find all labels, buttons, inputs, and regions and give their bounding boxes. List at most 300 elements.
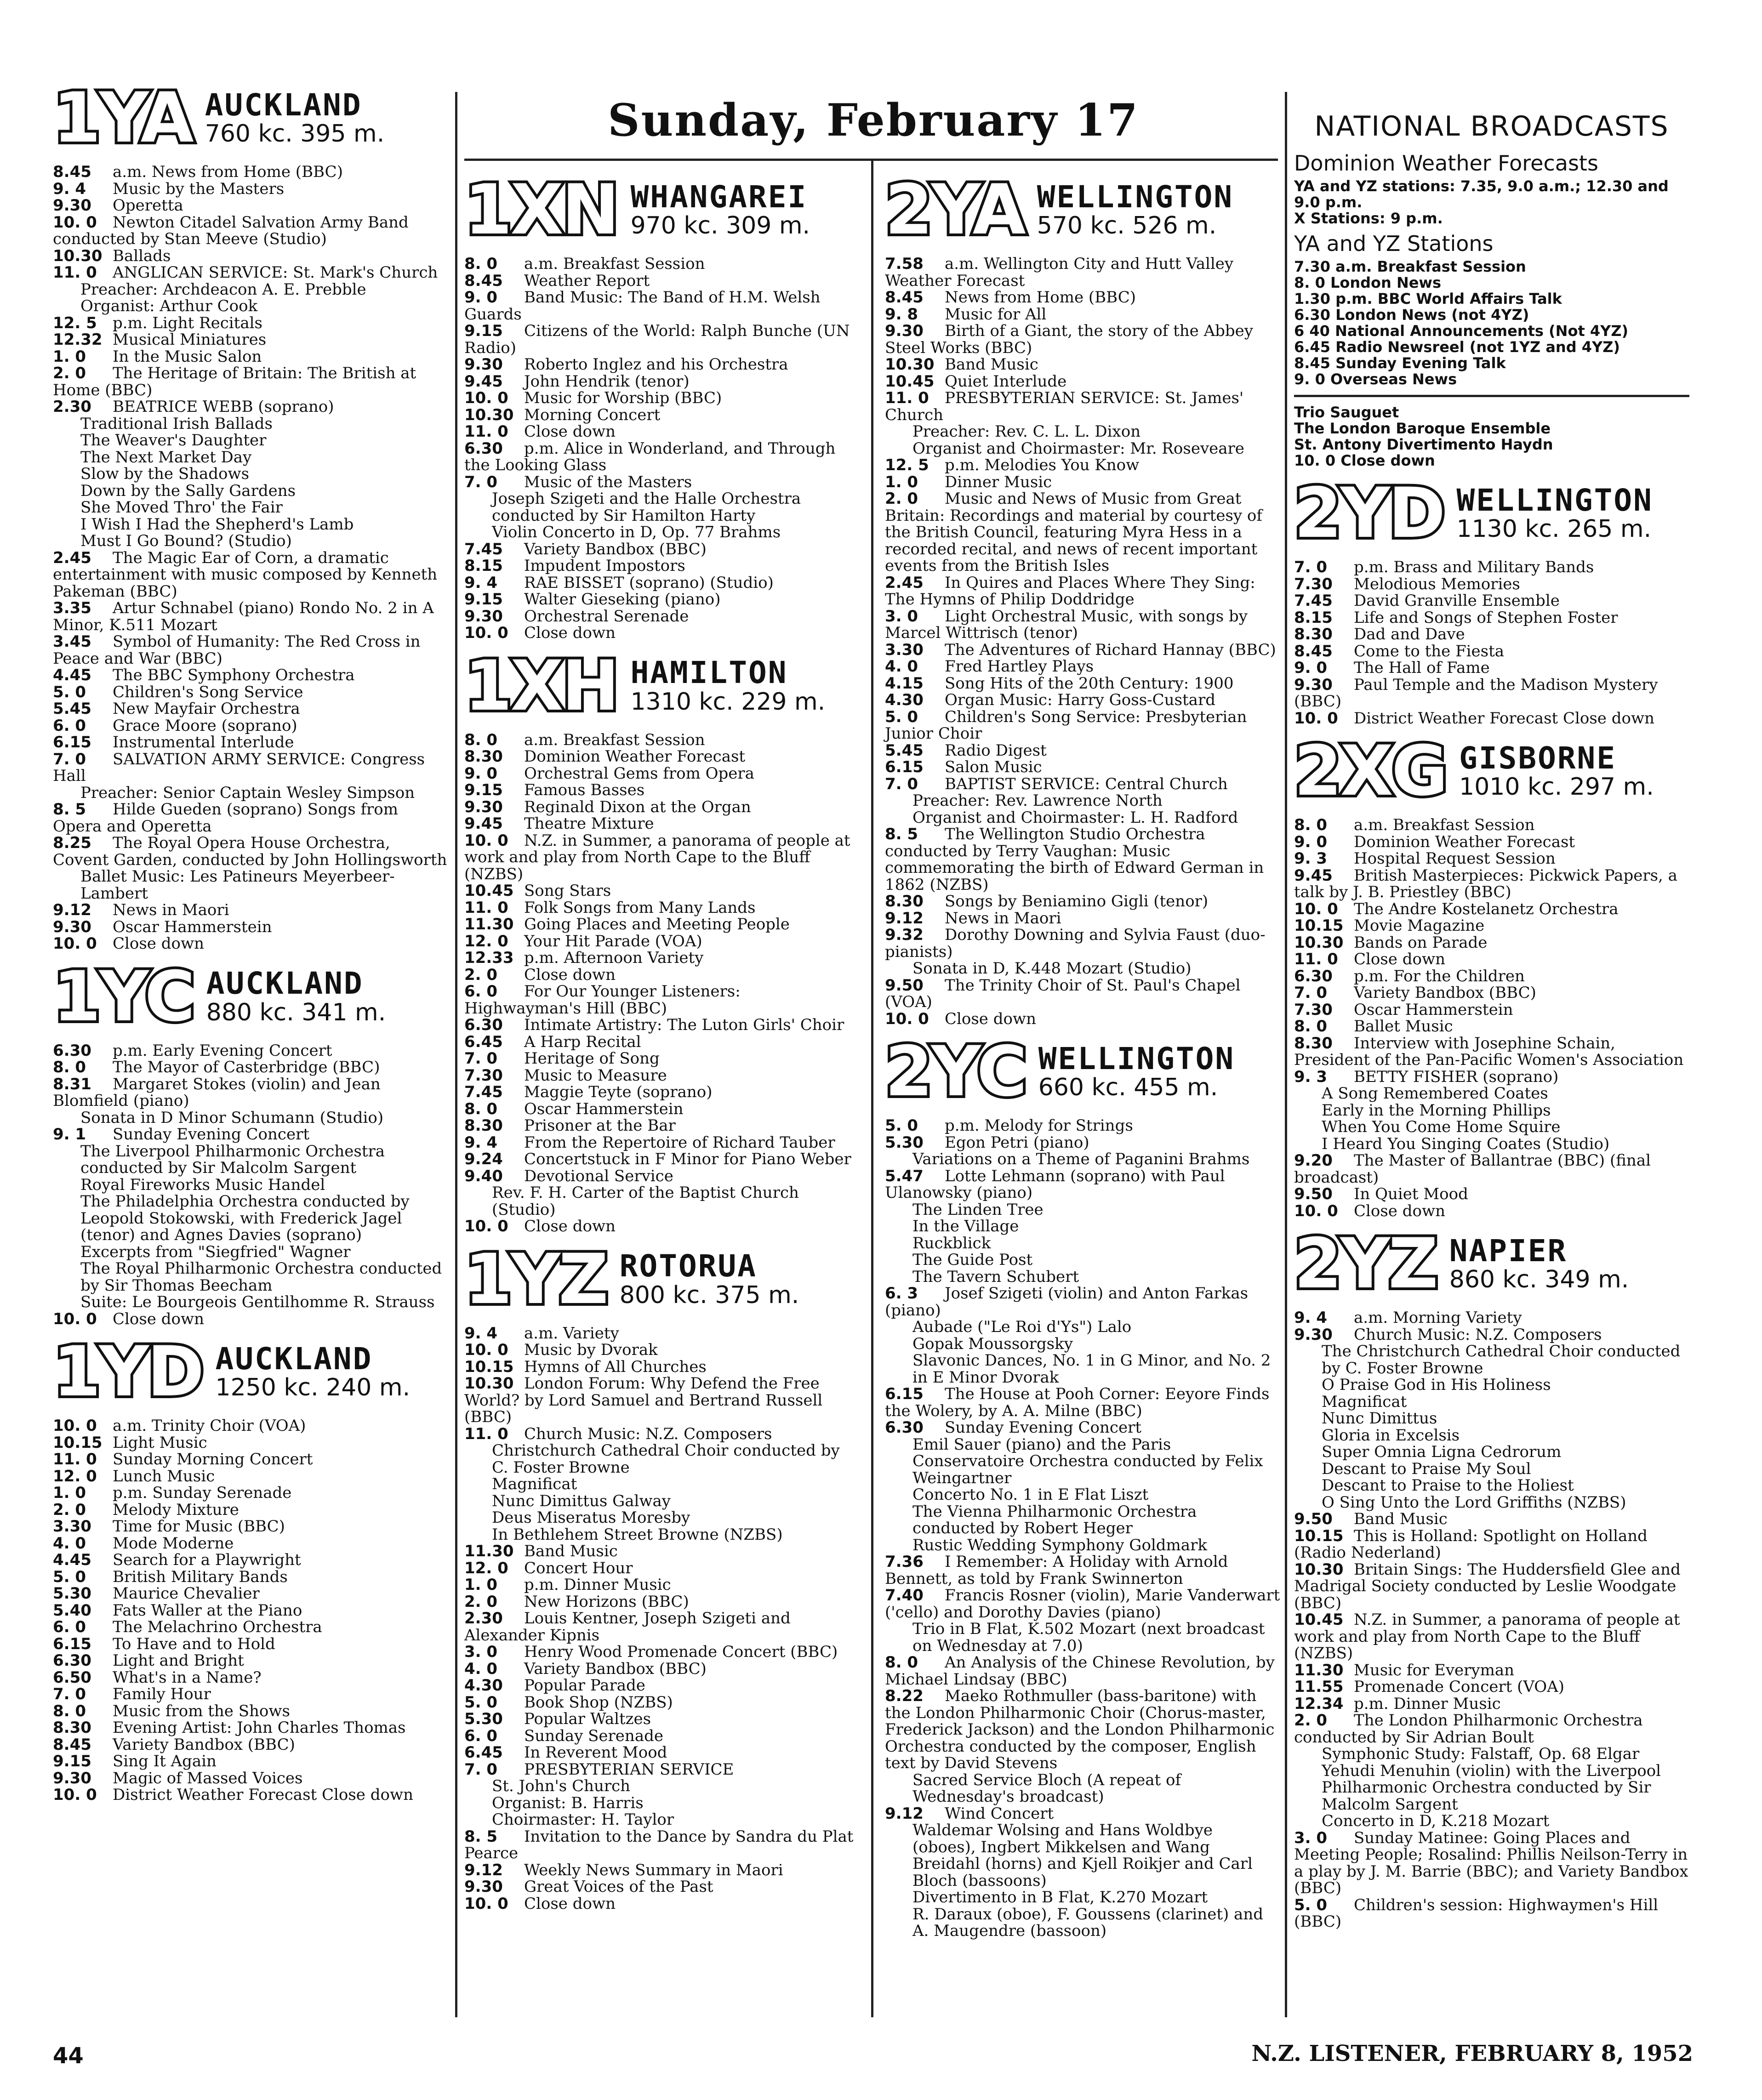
entry-time: 9.30 [53, 1769, 91, 1787]
schedule-entry [464, 1677, 860, 1694]
station-frequency: 1250 kc. 240 m. [215, 1374, 411, 1402]
entry-text: Gopak Moussorgsky [912, 1334, 1073, 1353]
station-logo: 1YA [53, 78, 192, 158]
station-header [53, 1332, 448, 1412]
entry-time: 9. 0 [1294, 832, 1328, 851]
schedule-entry [464, 882, 860, 899]
schedule-entry [885, 977, 1280, 1011]
station-2yd [1294, 473, 1689, 728]
entry-text: a.m. Wellington City and Hutt Valley Weather Forecast [885, 255, 1234, 290]
station-header [464, 170, 860, 250]
entry-time: 8.30 [1294, 1034, 1333, 1053]
national-line: Trio Sauguet [1294, 404, 1399, 421]
entry-time: 2. 0 [1294, 1711, 1328, 1730]
schedule-entry [464, 1778, 860, 1795]
entry-time: 1. 0 [464, 1576, 498, 1594]
schedule-entry [1294, 1394, 1689, 1411]
schedule-entry [53, 902, 448, 919]
entry-text: The Liverpool Philharmonic Orchestra conducted by Sir Malcolm Sargent [80, 1142, 385, 1177]
entry-text: Going Places and Meeting People [524, 915, 790, 933]
entry-text: Close down [113, 934, 204, 953]
schedule-entry [1294, 834, 1689, 851]
schedule-entry [53, 1502, 448, 1519]
entry-time: 9.30 [1294, 1325, 1333, 1344]
schedule-entry [885, 1168, 1280, 1201]
schedule-entry [464, 1218, 860, 1235]
national-line: 7.30 a.m. Breakfast Session [1294, 258, 1526, 275]
entry-text: Promenade Concert (VOA) [1354, 1678, 1565, 1696]
national-broadcasts [1294, 110, 1689, 469]
schedule-entry [464, 440, 860, 474]
schedule-entry [53, 432, 448, 449]
entry-time: 7.45 [464, 1083, 503, 1101]
entry-text: a.m. Breakfast Session [524, 255, 705, 273]
station-2xg [1294, 731, 1689, 1220]
station-2yc [885, 1032, 1280, 1940]
entry-time: 9.30 [464, 797, 503, 816]
station-1xh [464, 646, 860, 1235]
schedule-entry [1294, 1152, 1689, 1186]
entry-text: Variety Bandbox (BBC) [1354, 984, 1536, 1002]
entry-time: 8.30 [464, 1116, 503, 1135]
entry-time: 10. 0 [464, 1894, 508, 1913]
entry-text: RAE BISSET (soprano) (Studio) [524, 573, 774, 592]
entry-time: 9.30 [464, 1878, 503, 1896]
schedule-entry [885, 759, 1280, 776]
station-logo: 2YZ [1294, 1224, 1437, 1304]
entry-text: Weather Report [524, 271, 650, 290]
schedule-entry [464, 1828, 860, 1862]
entry-text: Close down [113, 1309, 204, 1328]
entry-text: Close down [524, 624, 616, 642]
entry-time: 8.30 [1294, 625, 1333, 643]
schedule-entry [53, 533, 448, 550]
entry-time: 9. 3 [1294, 1067, 1328, 1086]
station-name: WHANGAREI [630, 179, 808, 215]
schedule-entry [885, 390, 1280, 423]
entry-text: Light and Bright [113, 1651, 244, 1670]
entry-time: 6.15 [53, 733, 91, 751]
entry-text: Ballet Music: Les Patineurs Meyerbeer-Lambert [80, 867, 395, 903]
entry-text: Suite: Le Bourgeois Gentilhomme R. Strauss [80, 1293, 435, 1311]
station-name: NAPIER [1449, 1233, 1568, 1269]
schedule-entry [885, 1554, 1280, 1587]
national-line: X Stations: 9 p.m. [1294, 210, 1443, 227]
entry-text: Egon Petri (piano) [945, 1133, 1089, 1152]
entry-time: 3. 0 [885, 607, 918, 626]
entry-time: 7. 0 [1294, 984, 1328, 1002]
schedule-entry [1294, 1461, 1689, 1478]
entry-time: 9.50 [1294, 1185, 1333, 1203]
schedule-entry [464, 1067, 860, 1084]
entry-text: BETTY FISHER (soprano) [1354, 1067, 1559, 1086]
entry-text: Music to Measure [524, 1066, 667, 1085]
entry-text: p.m. Early Evening Concert [113, 1041, 332, 1060]
entry-text: The Philadelphia Orchestra conducted by Leopold Stokowski, with Frederick Jagel (tenor) and Agnes Davies (soprano) [80, 1192, 410, 1244]
entry-time: 5.47 [885, 1167, 924, 1185]
schedule-entry [53, 1417, 448, 1434]
entry-text: John Hendrik (tenor) [524, 372, 690, 391]
entry-time: 10. 0 [464, 831, 508, 850]
entry-text: Children's Song Service [113, 683, 303, 701]
schedule-entry [53, 415, 448, 433]
entry-text: Rustic Wedding Symphony Goldmark [912, 1536, 1207, 1554]
schedule-entry [885, 306, 1280, 323]
station-frequency: 570 kc. 526 m. [1037, 212, 1217, 240]
entry-text: a.m. Breakfast Session [524, 730, 705, 749]
schedule-entry [885, 1822, 1280, 1889]
schedule-entry [464, 1134, 860, 1151]
entry-time: 3.45 [53, 632, 91, 651]
schedule-entry [464, 524, 860, 541]
entry-time: 3. 0 [1294, 1828, 1328, 1847]
schedule-entry [464, 1509, 860, 1526]
station-frequency: 1130 kc. 265 m. [1456, 515, 1652, 543]
entry-text: Melody Mixture [113, 1500, 239, 1519]
schedule-entry [53, 633, 448, 667]
column-1 [53, 74, 448, 1804]
schedule-entry [464, 1795, 860, 1812]
entry-time: 8.45 [53, 163, 91, 181]
entry-time: 9. 8 [885, 305, 918, 324]
schedule-entry [53, 1770, 448, 1787]
entry-time: 8.31 [53, 1075, 91, 1093]
entry-time: 4.45 [53, 666, 91, 684]
entry-time: 2.30 [53, 398, 91, 416]
national-line: 1.30 p.m. BBC World Affairs Talk [1294, 290, 1562, 307]
schedule-entry [1294, 660, 1689, 677]
entry-text: PRESBYTERIAN SERVICE [524, 1760, 734, 1779]
entry-text: In the Village [912, 1217, 1019, 1235]
schedule-entry [53, 449, 448, 466]
entry-time: 10. 0 [885, 1009, 929, 1028]
entry-time: 9. 4 [464, 1324, 498, 1343]
station-header [885, 170, 1280, 250]
schedule-entry [464, 558, 860, 575]
entry-time: 9.12 [885, 1804, 924, 1823]
entry-text: Magic of Massed Voices [113, 1769, 303, 1787]
schedule-entry [464, 1610, 860, 1644]
schedule-entry [53, 1193, 448, 1244]
entry-time: 10.30 [1294, 1560, 1344, 1579]
entry-text: Close down [524, 1894, 616, 1913]
entry-text: Trio in B Flat, K.502 Mozart (next broadcast on Wednesday at 7.0) [912, 1620, 1265, 1655]
entry-text: Artur Schnabel (piano) Rondo No. 2 in A Minor, K.511 Mozart [53, 599, 434, 634]
entry-text: Dinner Music [945, 472, 1052, 491]
station-header [464, 646, 860, 726]
entry-time: 9. 1 [53, 1125, 86, 1144]
entry-time: 11.30 [464, 915, 514, 933]
entry-text: The Wellington Studio Orchestra conducted by Terry Vaughan: Music commemorating the birth of Edward German in 1862 (NZBS) [885, 825, 1264, 894]
entry-text: Theatre Mixture [524, 814, 654, 833]
schedule-entry [464, 1342, 860, 1359]
entry-time: 4. 0 [464, 1659, 498, 1678]
entry-text: Time for Music (BBC) [113, 1517, 285, 1536]
schedule-entry [1294, 1186, 1689, 1203]
schedule-entry [464, 1151, 860, 1168]
entry-time: 9.15 [464, 590, 503, 609]
entry-text: British Military Bands [113, 1567, 288, 1586]
schedule-entry [885, 256, 1280, 289]
schedule-entry [464, 256, 860, 273]
entry-time: 8.25 [53, 834, 91, 852]
entry-text: Operetta [113, 196, 183, 215]
schedule-entry [53, 1619, 448, 1636]
schedule-entry [464, 1744, 860, 1761]
schedule-entry [885, 323, 1280, 356]
entry-text: News in Maori [113, 901, 229, 919]
entry-time: 11. 0 [1294, 950, 1338, 968]
station-header [464, 1239, 860, 1320]
entry-text: Hospital Request Session [1354, 849, 1556, 868]
entry-text: The Magic Ear of Corn, a dramatic entertainment with music composed by Kenneth Pakeman (BBC) [53, 548, 438, 601]
station-logo: 1YZ [464, 1239, 607, 1320]
entry-text: Descant to Praise My Soul [1322, 1459, 1531, 1478]
schedule-entry [53, 1110, 448, 1127]
station-name: WELLINGTON [1038, 1041, 1235, 1076]
entry-text: a.m. Variety [524, 1324, 619, 1343]
entry-text: Music for All [945, 305, 1047, 324]
entry-text: Book Shop (NZBS) [524, 1693, 673, 1712]
entry-time: 2. 0 [464, 965, 498, 984]
entry-time: 8.15 [464, 557, 503, 575]
column-divider [1285, 92, 1287, 2017]
entry-text: Sunday Serenade [524, 1726, 663, 1745]
schedule-entry [885, 1772, 1280, 1805]
entry-text: Henry Wood Promenade Concert (BBC) [524, 1643, 838, 1661]
station-1yz [464, 1239, 860, 1913]
schedule-entry [53, 1535, 448, 1552]
entry-text: Concerto in D, K.218 Mozart [1322, 1812, 1550, 1830]
entry-time: 10. 0 [464, 389, 508, 407]
entry-time: 7.45 [1294, 592, 1333, 610]
entry-time: 3.30 [53, 1517, 91, 1536]
entry-text: Slavonic Dances, No. 1 in G Minor, and No. 2 in E Minor Dvorak [912, 1351, 1271, 1387]
entry-text: The Guide Post [912, 1251, 1033, 1269]
entry-text: p.m. Sunday Serenade [113, 1484, 292, 1502]
station-2ya [885, 170, 1280, 1028]
schedule-entry [464, 1661, 860, 1678]
entry-text: Christchurch Cathedral Choir conducted by C. Foster Browne [492, 1441, 840, 1477]
entry-text: p.m. Dinner Music [1354, 1694, 1501, 1713]
entry-text: Variety Bandbox (BBC) [524, 540, 707, 558]
entry-time: 8.30 [464, 747, 503, 766]
entry-text: To Have and to Hold [113, 1634, 275, 1653]
entry-time: 9.30 [1294, 675, 1333, 694]
entry-text: Search for a Playwright [113, 1551, 301, 1569]
entry-time: 10.30 [885, 355, 935, 374]
schedule-entry [53, 1585, 448, 1602]
schedule-entry [53, 751, 448, 785]
schedule-entry [885, 692, 1280, 709]
entry-text: Hilde Gueden (soprano) Songs from Opera and Operetta [53, 800, 398, 836]
station-1yc [53, 956, 448, 1328]
entry-text: Light Orchestral Music, with songs by Marcel Wittrisch (tenor) [885, 607, 1248, 642]
schedule-entry [464, 933, 860, 950]
entry-text: Wind Concert [945, 1804, 1054, 1823]
entry-text: Newton Citadel Salvation Army Band conducted by Stan Meeve (Studio) [53, 213, 409, 248]
schedule-entry [885, 1151, 1280, 1168]
entry-text: Organ Music: Harry Goss-Custard [945, 691, 1215, 709]
entry-time: 9. 3 [1294, 849, 1328, 868]
entry-text: Concertstuck in F Minor for Piano Weber [524, 1150, 851, 1168]
entry-text: A Harp Recital [524, 1032, 641, 1051]
schedule-entry [464, 815, 860, 832]
station-1ya [53, 78, 448, 953]
entry-time: 10.45 [464, 882, 514, 900]
entry-text: Lunch Music [113, 1467, 215, 1485]
schedule-entry [464, 1711, 860, 1728]
entry-text: The Hall of Fame [1354, 659, 1490, 677]
schedule-entry [464, 1426, 860, 1443]
schedule-entry [53, 1434, 448, 1451]
station-logo: 2YA [885, 170, 1024, 250]
entry-time: 4.30 [464, 1676, 503, 1695]
entry-text: I Wish I Had the Shepherd's Lamb [80, 515, 354, 534]
entry-text: Sing It Again [113, 1752, 217, 1770]
schedule-entry [885, 1889, 1280, 1906]
schedule-entry [53, 1703, 448, 1720]
entry-text: BAPTIST SERVICE: Central Church [945, 774, 1228, 793]
entry-text: Band Music [1354, 1510, 1448, 1528]
schedule-entry [53, 1736, 448, 1753]
schedule-entry [53, 1260, 448, 1294]
schedule-entry [53, 281, 448, 298]
schedule-entry [464, 765, 860, 782]
entry-text: Close down [524, 965, 616, 984]
schedule-entry [885, 642, 1280, 659]
entry-text: p.m. Melody for Strings [945, 1116, 1133, 1135]
station-logo: 2XG [1294, 731, 1447, 811]
entry-time: 10.45 [1294, 1611, 1344, 1629]
entry-text: The Royal Opera House Orchestra, Covent Garden, conducted by John Hollingsworth [53, 834, 447, 869]
station-frequency: 800 kc. 375 m. [619, 1281, 799, 1309]
schedule-entry [885, 1621, 1280, 1654]
schedule-entry [53, 214, 448, 248]
entry-text: Deus Miseratus Moresby [492, 1508, 690, 1527]
entry-text: ANGLICAN SERVICE: St. Mark's Church [113, 263, 438, 282]
station-name: HAMILTON [630, 655, 788, 691]
entry-text: Orchestral Serenade [524, 607, 689, 626]
entry-text: Band Music: The Band of H.M. Welsh Guards [464, 288, 821, 324]
station-logo: 1XN [464, 170, 618, 250]
schedule-entry [53, 248, 448, 265]
entry-time: 12. 5 [885, 456, 929, 474]
entry-text: Popular Waltzes [524, 1710, 651, 1728]
schedule-entry [464, 782, 860, 799]
schedule-entry [464, 1593, 860, 1611]
entry-time: 6.30 [53, 1651, 91, 1670]
schedule-entry [885, 658, 1280, 675]
entry-time: 10.15 [464, 1357, 514, 1376]
entry-time: 3.30 [885, 640, 924, 659]
schedule-entry [1294, 985, 1689, 1002]
entry-text: The Royal Philharmonic Orchestra conducted by Sir Thomas Beecham [80, 1259, 442, 1295]
entry-time: 10. 0 [53, 213, 97, 232]
entry-time: 6.15 [885, 1385, 924, 1403]
schedule-entry [885, 1235, 1280, 1252]
entry-time: 4.45 [53, 1551, 91, 1569]
schedule-entry [885, 893, 1280, 910]
entry-text: p.m. Light Recitals [113, 313, 262, 332]
entry-time: 7.58 [885, 255, 924, 273]
entry-text: Roberto Inglez and his Orchestra [524, 355, 788, 374]
schedule-entry [1294, 1494, 1689, 1511]
entry-text: New Horizons (BBC) [524, 1592, 689, 1611]
entry-text: Sonata in D Minor Schumann (Studio) [80, 1108, 384, 1127]
entry-text: In Bethlehem Street Browne (NZBS) [492, 1525, 783, 1544]
entry-text: Yehudi Menuhin (violin) with the Liverpool Philharmonic Orchestra conducted by Sir Malcolm Sargent [1322, 1761, 1661, 1814]
schedule-entry [53, 717, 448, 734]
schedule-entry [1294, 626, 1689, 643]
entry-text: Music from the Shows [113, 1702, 290, 1720]
entry-time: 7. 0 [464, 1049, 498, 1068]
entry-time: 9.32 [885, 926, 924, 944]
entry-time: 7. 0 [464, 472, 498, 491]
national-line: The London Baroque Ensemble [1294, 420, 1551, 437]
entry-text: Reginald Dixon at the Organ [524, 797, 751, 816]
schedule-entry [464, 1493, 860, 1510]
schedule-entry [1294, 968, 1689, 985]
entry-text: Concert Hour [524, 1559, 633, 1577]
entry-time: 9.30 [464, 607, 503, 626]
station-name: AUCKLAND [206, 966, 364, 1002]
entry-time: 11. 0 [53, 263, 97, 282]
entry-text: Waldemar Wolsing and Hans Woldbye (oboes), Ingbert Mikkelsen and Wang Breidahl (horns) and Kjell Roikjer and Carl Bloch (bassoons) [912, 1821, 1253, 1890]
entry-text: Dad and Dave [1354, 625, 1465, 643]
page-title: Sunday, February 17 [608, 94, 1139, 146]
entry-text: Symbol of Humanity: The Red Cross in Peace and War (BBC) [53, 632, 421, 668]
schedule-entry [464, 1168, 860, 1185]
entry-time: 11. 0 [464, 1424, 508, 1443]
schedule-entry [464, 1526, 860, 1543]
entry-time: 8.30 [53, 1719, 91, 1737]
schedule-entry [1294, 951, 1689, 968]
entry-time: 11.55 [1294, 1678, 1344, 1696]
entry-text: Descant to Praise to the Holiest [1322, 1476, 1574, 1495]
entry-time: 9.12 [53, 901, 91, 919]
entry-text: Birth of a Giant, the story of the Abbey Steel Works (BBC) [885, 322, 1254, 357]
schedule-entry [1294, 1611, 1689, 1662]
entry-text: Must I Go Bound? (Studio) [80, 532, 292, 550]
entry-text: Rev. F. H. Carter of the Baptist Church (Studio) [492, 1184, 799, 1219]
entry-text: The Master of Ballantrae (BBC) (final broadcast) [1294, 1151, 1651, 1187]
entry-time: 3. 0 [464, 1643, 498, 1661]
entry-text: Band Music [945, 355, 1038, 374]
schedule-entry [464, 1644, 860, 1661]
schedule-entry [464, 1895, 860, 1912]
schedule-entry [1294, 1444, 1689, 1461]
entry-text: Sacred Service Bloch (A repeat of Wednesday's broadcast) [912, 1770, 1181, 1806]
schedule-entry [53, 398, 448, 415]
entry-time: 9.45 [464, 814, 503, 833]
entry-text: Close down [945, 1009, 1036, 1028]
entry-time: 10. 0 [1294, 1201, 1338, 1220]
entry-text: St. John's Church [492, 1777, 631, 1795]
entry-text: Organist: Arthur Cook [80, 297, 258, 315]
entry-time: 9. 4 [464, 1133, 498, 1152]
entry-text: Paul Temple and the Madison Mystery (BBC) [1294, 675, 1658, 711]
entry-text: London Forum: Why Defend the Free World? by Lord Samuel and Bertrand Russell (BBC) [464, 1374, 823, 1426]
entry-time: 5.30 [53, 1584, 91, 1603]
schedule-entry [464, 916, 860, 933]
schedule-entry [1294, 1343, 1689, 1377]
schedule-entry [1294, 1746, 1689, 1763]
entry-time: 6.15 [885, 758, 924, 776]
entry-text: Hymns of All Churches [524, 1357, 707, 1376]
entry-time: 9.24 [464, 1150, 503, 1168]
entry-text: Instrumental Interlude [113, 733, 294, 751]
